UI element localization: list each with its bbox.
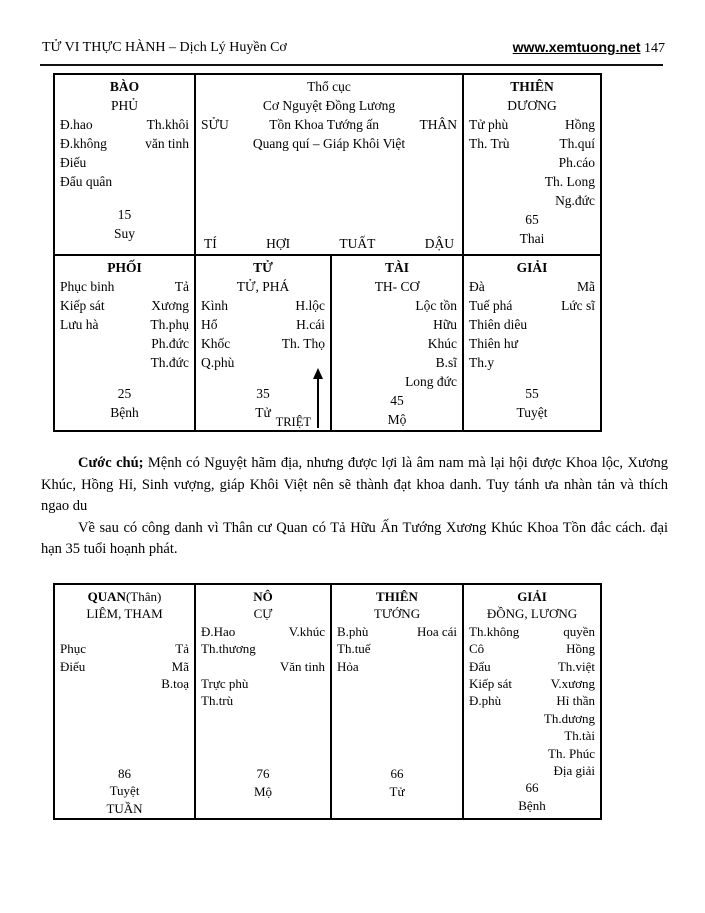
star-right: Hoa cái xyxy=(416,623,457,639)
horoscope-chart-lower xyxy=(53,583,602,820)
star-left: Th.trù xyxy=(201,693,234,709)
palace-main-star: ĐỒNG, LƯƠNG xyxy=(486,606,578,622)
age-number: 55 xyxy=(525,386,539,401)
life-phase: Tử xyxy=(255,405,271,420)
star-row xyxy=(201,353,325,372)
star-right: Th.quí xyxy=(559,136,595,151)
star-right: Văn tinh xyxy=(279,658,325,674)
star-right: B.sĩ xyxy=(435,355,457,370)
star-right: Tả xyxy=(175,641,189,657)
cuc-label: Thổ cục xyxy=(307,79,351,94)
star-row xyxy=(60,134,189,153)
star-row xyxy=(469,115,595,134)
palace-title: NÔ xyxy=(253,589,273,604)
branch-hoi: HỢI xyxy=(266,236,291,251)
age-number: 35 xyxy=(256,386,270,401)
branch-than: THÂN xyxy=(419,117,457,132)
star-left: Thiên hư xyxy=(469,336,518,351)
site-link[interactable]: www.xemtuong.net xyxy=(512,39,641,55)
star-row xyxy=(60,153,189,172)
palace-title-main: QUAN xyxy=(87,589,126,604)
star-left: Lưu hà xyxy=(60,317,99,332)
age-number: 45 xyxy=(390,393,404,408)
star-row xyxy=(337,334,457,353)
palace-quan xyxy=(55,585,196,818)
palace-title: TÀI xyxy=(384,260,409,275)
age-number: 76 xyxy=(256,766,270,782)
star-row xyxy=(469,623,595,640)
commentary-paragraph-1 xyxy=(41,453,668,518)
palace-title: GIẢI xyxy=(516,260,548,275)
star-row xyxy=(337,640,457,657)
star-right: Xương xyxy=(151,298,189,313)
star-right: Mã xyxy=(171,658,189,674)
age-number: 15 xyxy=(117,207,132,222)
star-rows xyxy=(469,115,595,210)
triet-arrow-icon xyxy=(312,368,323,428)
life-phase: Bệnh xyxy=(518,797,546,813)
palace-tu xyxy=(196,256,332,430)
header-right xyxy=(513,39,665,57)
bottom-block xyxy=(60,765,189,817)
star-row xyxy=(469,334,595,353)
bottom-block xyxy=(201,765,325,817)
star-right: Th.phụ xyxy=(150,317,189,332)
star-right: Địa giải xyxy=(553,763,595,779)
star-left: Th. Trù xyxy=(469,136,510,151)
star-row xyxy=(469,134,595,153)
star-row xyxy=(469,277,595,296)
palace-title: GIẢI xyxy=(517,589,547,604)
branch-suu: SỬU xyxy=(201,117,229,132)
palace-title: THIÊN xyxy=(376,589,418,604)
star-row xyxy=(201,334,325,353)
star-row xyxy=(469,710,595,727)
star-left: B.phù xyxy=(337,623,369,639)
branch-dau: DẬU xyxy=(424,236,454,251)
star-row xyxy=(201,675,325,692)
palace-title: TỬ xyxy=(253,260,273,275)
age-number: 86 xyxy=(118,765,131,781)
life-phase: Suy xyxy=(113,226,135,241)
horoscope-chart-upper xyxy=(53,73,602,432)
star-row xyxy=(469,658,595,675)
star-row xyxy=(60,172,189,191)
branch-ti: TÍ xyxy=(204,236,217,251)
star-rows xyxy=(469,277,595,372)
palace-main-star: CỰ xyxy=(253,606,273,622)
life-phase: Thai xyxy=(519,231,545,246)
star-left: Đ.Hao xyxy=(201,623,236,639)
star-left: Đẩu xyxy=(469,658,491,674)
star-row xyxy=(469,315,595,334)
pattern-label: Cơ Nguyệt Đồng Lương xyxy=(262,98,396,113)
star-left: Kiếp sát xyxy=(60,298,105,313)
star-rows xyxy=(337,296,457,391)
star-row xyxy=(469,153,595,172)
star-row xyxy=(337,296,457,315)
commentary-paragraph-2: Về sau có công danh vì Thân cư Quan có Tả Hữu Ấn Tướng Xương Khúc Khoa Tồn đắc cách. đại hạn 35 tuổi hoạnh phát. xyxy=(41,519,668,557)
star-right: B.toạ xyxy=(161,676,189,692)
star-left: Khốc xyxy=(201,336,231,351)
star-row xyxy=(469,296,595,315)
palace-title: THIÊN xyxy=(510,79,554,94)
star-row xyxy=(469,191,595,210)
triet-label: TRIỆT xyxy=(275,415,311,429)
star-row xyxy=(337,623,457,640)
star-row xyxy=(469,172,595,191)
palace-main-star: TH- CƠ xyxy=(374,279,420,294)
life-phase: Bệnh xyxy=(110,405,139,420)
star-right: H.cái xyxy=(296,317,325,332)
star-row xyxy=(469,692,595,709)
bottom-branches xyxy=(201,234,457,253)
star-right: Th.dương xyxy=(543,710,595,726)
age-number: 66 xyxy=(525,780,539,796)
star-left: Điếu xyxy=(60,658,86,674)
palace-main-star: DƯƠNG xyxy=(507,98,557,113)
bottom-block xyxy=(337,765,457,817)
star-left: Thiên diêu xyxy=(469,317,528,332)
star-row xyxy=(60,115,189,134)
star-row xyxy=(337,372,457,391)
star-right: H.lộc xyxy=(295,298,325,313)
star-row xyxy=(60,334,189,353)
star-left: Đ.không xyxy=(60,136,107,151)
palace-main-star: TỬ, PHÁ xyxy=(236,279,290,294)
star-row xyxy=(469,762,595,779)
star-row xyxy=(60,315,189,334)
star-row xyxy=(60,353,189,372)
palace-main-star: TƯỚNG xyxy=(373,606,421,622)
star-row xyxy=(469,727,595,744)
star-row xyxy=(337,353,457,372)
star-right: Khúc xyxy=(427,336,457,351)
palace-thien xyxy=(464,75,600,254)
star-right: Th. Thọ xyxy=(281,336,325,351)
page-number: 147 xyxy=(644,41,665,56)
branch-line xyxy=(201,115,457,134)
star-row xyxy=(60,296,189,315)
star-rows xyxy=(337,623,457,675)
life-phase: Tử xyxy=(389,783,405,799)
palace-no xyxy=(196,585,332,818)
stars-line: Tồn Khoa Tướng ấn xyxy=(269,117,380,132)
star-left: Phục binh xyxy=(60,279,115,294)
star-left: Điếu xyxy=(60,155,87,170)
branch-tuat: TUẤT xyxy=(339,236,376,251)
star-left: Đà xyxy=(469,279,485,294)
palace-phoi xyxy=(55,256,196,430)
commentary-lead: Cước chú; xyxy=(78,455,144,471)
star-row xyxy=(201,658,325,675)
star-rows xyxy=(201,623,325,710)
star-row xyxy=(60,640,189,657)
commentary xyxy=(41,453,668,561)
star-left: Cô xyxy=(469,641,485,657)
page-title: TỬ VI THỰC HÀNH – Dịch Lý Huyền Cơ xyxy=(42,40,287,55)
star-row xyxy=(469,675,595,692)
star-right: Th.đức xyxy=(150,355,189,370)
star-right: Hữu xyxy=(433,317,457,332)
star-row xyxy=(201,296,325,315)
palace-main-star: PHỦ xyxy=(110,98,138,113)
palace-title xyxy=(60,588,189,605)
star-row xyxy=(60,675,189,692)
palace-bao xyxy=(55,75,196,254)
life-phase: Mộ xyxy=(387,412,407,427)
star-left: Th.không xyxy=(469,623,520,639)
age-number: 66 xyxy=(390,766,404,782)
star-left: Tử phù xyxy=(469,117,509,132)
star-right: V.khúc xyxy=(288,623,325,639)
chart-row-1 xyxy=(55,75,600,256)
star-right: Lức sĩ xyxy=(561,298,595,313)
stars-line-2: Quang quí – Giáp Khôi Việt xyxy=(252,136,406,151)
star-right: Th.tài xyxy=(564,728,595,744)
star-left: Kình xyxy=(201,298,228,313)
star-rows xyxy=(60,277,189,372)
star-right: Th.khôi xyxy=(146,117,189,132)
star-right: Mã xyxy=(577,279,595,294)
star-row xyxy=(469,640,595,657)
arrow-shaft xyxy=(317,377,319,428)
palace-title-note: (Thân) xyxy=(125,589,162,604)
star-row xyxy=(337,315,457,334)
chart-row-2 xyxy=(55,256,600,430)
star-rows xyxy=(60,115,189,191)
star-rows xyxy=(201,296,325,372)
star-right: văn tinh xyxy=(145,136,189,151)
star-left: Th.tuế xyxy=(337,641,371,657)
star-left: Đ.hao xyxy=(60,117,93,132)
life-phase: Tuyệt xyxy=(516,405,548,420)
star-row xyxy=(469,353,595,372)
star-row xyxy=(201,623,325,640)
star-right: Th. Long xyxy=(544,174,595,189)
age-number: 25 xyxy=(117,386,132,401)
star-row xyxy=(337,658,457,675)
life-phase: Mộ xyxy=(253,783,273,799)
palace-giai-2 xyxy=(464,585,600,818)
commentary-text-1: Mệnh có Nguyệt hãm địa, nhưng được lợi là âm nam mà lại hội được Khoa lộc, Xương Khúc, Hồng Hỉ, Sinh vượng, giáp Khôi Việt nên sẽ thành đạt khoa danh. Tuy tánh ưa nhàn tản và thích ngao du xyxy=(41,455,668,514)
star-row xyxy=(60,658,189,675)
star-right: Ph.đức xyxy=(151,336,189,351)
star-right: Tả xyxy=(174,279,189,294)
star-left: Đẩu quân xyxy=(60,174,113,189)
star-left: Trực phù xyxy=(201,676,249,692)
star-right: Hồng xyxy=(565,117,595,132)
palace-title: BÀO xyxy=(109,79,140,94)
star-rows xyxy=(60,623,189,693)
header-divider xyxy=(40,64,663,66)
star-row xyxy=(201,315,325,334)
star-left: Th.thương xyxy=(201,641,256,657)
life-phase: Tuyệt xyxy=(109,783,140,799)
star-right: Ph.cáo xyxy=(558,155,595,170)
chart-center-panel xyxy=(196,75,464,254)
star-left: Kiếp sát xyxy=(469,676,512,692)
palace-thien-tuong xyxy=(332,585,464,818)
star-right: quyền xyxy=(563,623,595,639)
star-row xyxy=(60,277,189,296)
star-right: Hồng xyxy=(566,641,595,657)
star-right: Long đức xyxy=(405,374,457,389)
star-left: Phục xyxy=(60,641,86,657)
star-right: Th. Phúc xyxy=(548,745,595,761)
star-right: Hỉ thần xyxy=(556,693,595,709)
star-row xyxy=(469,745,595,762)
palace-main-star: LIÊM, THAM xyxy=(86,606,163,622)
star-right: Ng.đức xyxy=(555,193,595,208)
star-left: Hổ xyxy=(201,317,218,332)
star-left: Tuế phá xyxy=(469,298,513,313)
star-row xyxy=(201,692,325,709)
star-row xyxy=(60,623,189,640)
star-rows xyxy=(469,623,595,780)
star-right: Lộc tồn xyxy=(415,298,457,313)
star-left: Đ.phù xyxy=(469,693,502,709)
star-left: Q.phù xyxy=(201,355,235,370)
age-number: 65 xyxy=(525,212,539,227)
star-right: V.xương xyxy=(550,676,595,692)
palace-title: PHỐI xyxy=(107,260,142,275)
tuan-label: TUẦN xyxy=(106,800,143,816)
palace-tai xyxy=(332,256,464,430)
star-left: Hỏa xyxy=(337,658,359,674)
star-right: Th.việt xyxy=(557,658,595,674)
star-row xyxy=(201,640,325,657)
palace-giai xyxy=(464,256,600,430)
star-left: Th.y xyxy=(469,355,495,370)
